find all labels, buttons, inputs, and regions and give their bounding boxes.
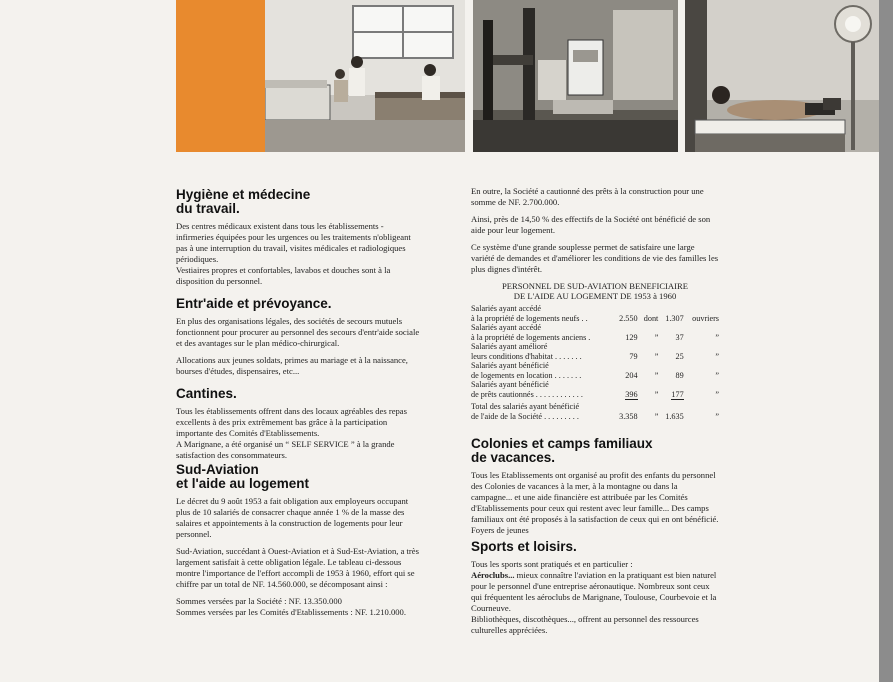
photo-medical-office — [265, 0, 465, 152]
row-separator-text: ” — [654, 389, 659, 399]
row-workers — [658, 323, 683, 342]
entraide-paragraph-2: Allocations aux jeunes soldats, primes au mariage et à la naissance, bourses d'études, dispensaires, etc... — [176, 355, 408, 376]
heading-logement: Sud-Aviation et l'aide au logement — [176, 462, 309, 491]
row-label-text: Salariés ayant bénéficié de logements en location . . . . . . . — [471, 361, 582, 380]
hygiene-paragraph-1: Des centres médicaux existent dans tous les établissements - infirmeries équipées pour les urgences ou les traitements n'obligeant pas à une interruption du travail, visites médicales et radiologiques périodiques. — [176, 221, 411, 264]
left-column — [176, 188, 421, 624]
row-separator-text: ” — [654, 370, 659, 380]
row-unit-text: ” — [715, 332, 719, 342]
row-separator-text: ” — [654, 411, 659, 421]
logement-paragraph-1: Le décret du 9 août 1953 a fait obligation aux employeurs occupant plus de 10 salariés de consacrer chaque année 1 % de la masse des salaires et appointements à la construction de logements pour leur personnel. — [176, 496, 409, 539]
right-column — [471, 186, 719, 642]
orange-accent-block — [176, 0, 265, 152]
row-count — [612, 342, 637, 361]
row-separator — [638, 399, 659, 421]
entraide-paragraph-1: En plus des organisations légales, des sociétés de secours mutuels fonctionnent pour procurer au personnel des secours d'entr'aide sociale et des avantages sur le plan médico-chirurgical. — [176, 316, 420, 348]
housing-table-row — [471, 304, 719, 323]
row-workers-text: 89 — [675, 370, 684, 380]
row-workers-text: 1.307 — [665, 313, 684, 323]
row-workers — [658, 361, 683, 380]
page-edge — [879, 0, 893, 682]
row-count — [612, 380, 637, 399]
row-count-text: 2.550 — [619, 313, 638, 323]
row-unit-text: ouvriers — [692, 313, 719, 323]
heading-hygiene: Hygiène et médecine du travail. — [176, 187, 311, 216]
row-workers — [658, 304, 683, 323]
row-label — [471, 323, 612, 342]
row-separator — [638, 304, 659, 323]
row-label-text: Salariés ayant accédé à la propriété de logements anciens . — [471, 323, 591, 342]
cantines-paragraph-1: Tous les établissements offrent dans des locaux agréables des repas excellents à des prix extrêmement bas grâce à la participation importante des Comités d'Etablissements. — [176, 406, 407, 438]
photo-xray-room — [473, 0, 678, 152]
logement-paragraph-3: Sommes versées par la Société : NF. 13.350.000 — [176, 596, 342, 606]
colonies-paragraph-1: Tous les Etablissements ont organisé au profit des enfants du personnel des Colonies de vacances à la mer, à la montagne ou dans la campagne... et une aide financière est attribuée par les Comités d'Etablissements pour ceux qui restent avec leur famille... Des camps familiaux ont été proposés à la satisfaction de ceux qui en ont bénéficié. — [471, 470, 719, 524]
cantines-paragraph-2: A Marignane, a été organisé un “ SELF SERVICE ” à la grande satisfaction des consommateurs. — [176, 439, 395, 460]
colonies-paragraph-2: Foyers de jeunes — [471, 525, 529, 535]
housing-table — [471, 304, 719, 421]
row-label — [471, 304, 612, 323]
row-unit-text: ” — [715, 389, 719, 399]
row-unit — [684, 323, 719, 342]
heading-entraide: Entr'aide et prévoyance. — [176, 296, 332, 311]
row-workers — [658, 399, 683, 421]
logement-paragraph-2: Sud-Aviation, succédant à Ouest-Aviation et à Sud-Est-Aviation, a très largement satisfait à cette obligation légale. Le tableau ci-dessous montre l'importance de l'effort accompli de 1953 à 1960, effort qui se chiffre par un total de NF. 14.560.000, se décomposant ainsi : — [176, 546, 419, 589]
housing-table-title: PERSONNEL DE SUD-AVIATION BENEFICIAIRE DE L'AIDE AU LOGEMENT DE 1953 à 1960 — [502, 281, 688, 301]
row-unit — [684, 304, 719, 323]
row-count-text: 204 — [625, 370, 638, 380]
right-paragraph-3: Ce système d'une grande souplesse permet de satisfaire une large variété de demandes et d'améliorer les conditions de vie des familles les plus dignes d'intérêt. — [471, 242, 719, 274]
housing-table-row — [471, 361, 719, 380]
sports-lead-aeroclubs: Aéroclubs... — [471, 570, 515, 580]
sports-paragraph-3: Bibliothèques, discothèques..., offrent au personnel des ressources culturelles appréciées. — [471, 614, 699, 635]
row-unit — [684, 361, 719, 380]
row-unit — [684, 342, 719, 361]
heading-colonies: Colonies et camps familiaux de vacances. — [471, 436, 653, 465]
row-count — [612, 304, 637, 323]
photo-treatment-room — [685, 0, 879, 152]
row-separator-text: ” — [654, 332, 659, 342]
logement-paragraph-4: Sommes versées par les Comités d'Etablissements : NF. 1.210.000. — [176, 607, 407, 617]
hygiene-paragraph-2: Vestiaires propres et confortables, lavabos et douches sont à la disposition du personnel. — [176, 265, 391, 286]
heading-cantines: Cantines. — [176, 386, 237, 401]
row-separator — [638, 323, 659, 342]
row-count-text: 396 — [625, 389, 638, 399]
row-label — [471, 399, 612, 421]
row-separator-text: dont — [643, 313, 659, 323]
row-label-text: Salariés ayant amélioré leurs conditions d'habitat . . . . . . . — [471, 342, 582, 361]
row-unit-text: ” — [715, 411, 719, 421]
sports-paragraph-2 — [471, 570, 719, 614]
row-label-text: Salariés ayant accédé à la propriété de logements neufs . . — [471, 304, 588, 323]
row-unit — [684, 399, 719, 421]
row-count-text: 79 — [629, 351, 638, 361]
row-label-text: Total des salariés ayant bénéficié de l'aide de la Société . . . . . . . . . — [471, 402, 580, 421]
row-count — [612, 361, 637, 380]
row-label — [471, 380, 612, 399]
row-separator — [638, 380, 659, 399]
row-workers-text: 177 — [671, 389, 684, 399]
housing-table-row — [471, 323, 719, 342]
housing-table-row — [471, 380, 719, 399]
row-label-text: Salariés ayant bénéficié de prêts cautionnés . . . . . . . . . . . . — [471, 380, 583, 399]
sports-paragraph-2-text: mieux connaître l'aviation en la pratiquant est bien naturel pour le personnel d'une entreprise aéronautique. Nombreux sont ceux qui fréquentent les aéroclubs de Marignane, Toulouse, Courbevoie et la Courneuve. — [471, 570, 717, 613]
row-workers — [658, 380, 683, 399]
row-workers-text: 37 — [675, 332, 684, 342]
right-paragraph-1: En outre, la Société a cautionné des prêts à la construction pour une somme de NF. 2.700.000. — [471, 186, 704, 207]
row-label — [471, 342, 612, 361]
row-count — [612, 323, 637, 342]
row-unit-text: ” — [715, 351, 719, 361]
row-unit — [684, 380, 719, 399]
row-label — [471, 361, 612, 380]
housing-table-total-row — [471, 399, 719, 421]
row-separator — [638, 342, 659, 361]
heading-sports: Sports et loisirs. — [471, 539, 577, 554]
row-workers-text: 1.635 — [665, 411, 684, 421]
row-separator — [638, 361, 659, 380]
row-workers — [658, 342, 683, 361]
row-workers-text: 25 — [675, 351, 684, 361]
right-paragraph-2: Ainsi, près de 14,50 % des effectifs de la Société ont bénéficié de son aide pour leur logement. — [471, 214, 711, 235]
row-count-text: 129 — [625, 332, 638, 342]
housing-table-row — [471, 342, 719, 361]
row-count-text: 3.358 — [619, 411, 638, 421]
row-separator-text: ” — [654, 351, 659, 361]
sports-paragraph-1: Tous les sports sont pratiqués et en particulier : — [471, 559, 633, 569]
row-unit-text: ” — [715, 370, 719, 380]
housing-table-block — [471, 281, 719, 421]
row-count — [612, 399, 637, 421]
